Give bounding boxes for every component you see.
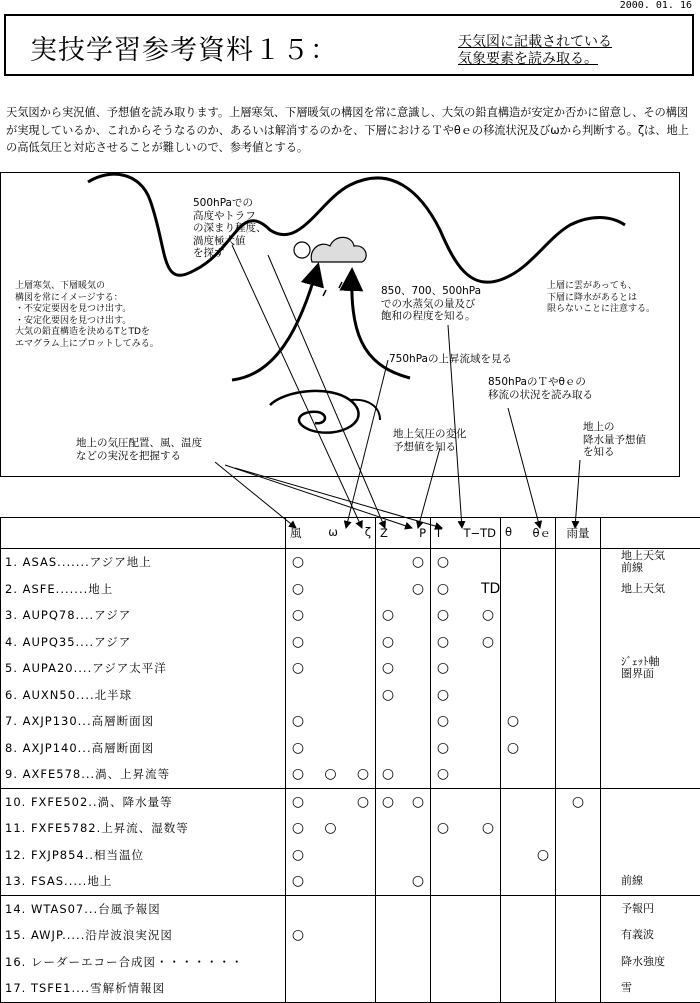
row-mark: ○ bbox=[436, 714, 450, 728]
row-mark: ○ bbox=[411, 555, 425, 569]
row-mark: ○ bbox=[291, 741, 305, 755]
row-chart-name: 15. AWJP.....沿岸波浪実況図 bbox=[1, 922, 286, 949]
header-omega: ω bbox=[328, 525, 338, 541]
row-note: 地上天気 前線 bbox=[601, 549, 700, 576]
row-mark: ○ bbox=[291, 848, 305, 862]
row-mark: ○ bbox=[356, 795, 370, 809]
header-precip: 雨量 bbox=[556, 518, 601, 549]
header-p: P bbox=[419, 526, 426, 540]
row-mark: ○ bbox=[291, 928, 305, 942]
row-mark: ○ bbox=[291, 661, 305, 675]
label-850-700-500: 850、700、500hPa での水蒸気の量及び 飽和の程度を知る。 bbox=[381, 285, 481, 323]
table-row bbox=[1, 761, 700, 788]
label-750hpa: 750hPaの上昇流域を見る bbox=[389, 353, 512, 366]
row-mark: ○ bbox=[381, 767, 395, 781]
row-chart-name: 12. FXJP854..相当温位 bbox=[1, 842, 286, 869]
table-row bbox=[1, 602, 700, 629]
row-chart-name: 8. AXJP140...高層断面図 bbox=[1, 735, 286, 762]
row-mark: ○ bbox=[291, 714, 305, 728]
row-chart-name: 10. FXFE502..渦、降水量等 bbox=[1, 788, 286, 815]
row-mark: ○ bbox=[436, 767, 450, 781]
row-chart-name: 17. TSFE1....雪解析情報図 bbox=[1, 975, 286, 1002]
row-note bbox=[601, 708, 700, 735]
row-mark: ○ bbox=[324, 767, 338, 781]
header-theta-e: θｅ bbox=[532, 525, 551, 541]
row-mark: ○ bbox=[324, 821, 338, 835]
intro-paragraph: 天気図から実況値、予想値を読み取ります。上層寒気、下層暖気の構図を常に意識し、大気の鉛直構造が安定か否かに留意し、その構図が実現しているか、これからそうなるのか、あるいは解消するのかを、下層におけるＴやθｅの移流状況及びωから判断する。ζは、地上の高低気圧と対応させることが難しいので、参考値とする。 bbox=[6, 104, 698, 157]
row-note bbox=[601, 682, 700, 709]
label-500hpa: 500hPaでの 高度やトラフ の深まり程度、 渦度極大値 を探す bbox=[193, 197, 267, 260]
header-z: Z bbox=[380, 526, 388, 540]
row-mark: ○ bbox=[481, 608, 495, 622]
row-mark: ○ bbox=[411, 582, 425, 596]
label-precip-forecast: 地上の 降水量予想値 を知る bbox=[583, 421, 646, 459]
row-note bbox=[601, 842, 700, 869]
table-row bbox=[1, 655, 700, 682]
table-row bbox=[1, 815, 700, 842]
table-row bbox=[1, 895, 700, 922]
row-mark: ○ bbox=[436, 741, 450, 755]
label-850hpa-t: 850hPaのＴやθｅの 移流の状況を読み取る bbox=[488, 376, 593, 401]
table-row bbox=[1, 682, 700, 709]
table-row bbox=[1, 868, 700, 895]
row-chart-name: 1. ASAS.......アジア地上 bbox=[1, 549, 286, 576]
row-mark: ○ bbox=[381, 608, 395, 622]
table-row bbox=[1, 629, 700, 656]
row-note: 予報円 bbox=[601, 895, 700, 922]
header-name-col bbox=[1, 518, 286, 549]
row-chart-name: 11. FXFE5782.上昇流、湿数等 bbox=[1, 815, 286, 842]
row-chart-name: 7. AXJP130...高層断面図 bbox=[1, 708, 286, 735]
row-mark: ○ bbox=[436, 582, 450, 596]
row-mark: ○ bbox=[291, 767, 305, 781]
row-mark: ○ bbox=[436, 635, 450, 649]
label-pressure-change: 地上気圧の変化 予想値を知る bbox=[393, 428, 467, 453]
header-theta: θ bbox=[505, 525, 512, 541]
row-chart-name: 16. レーダーエコー合成図・・・・・・・ bbox=[1, 949, 286, 976]
row-mark: ○ bbox=[291, 582, 305, 596]
row-mark: ○ bbox=[436, 661, 450, 675]
subtitle-line-1: 天気図に記載されている bbox=[458, 34, 612, 51]
table-row bbox=[1, 549, 700, 576]
label-surface-obs: 地上の気圧配置、風、温度 などの実況を把握する bbox=[76, 437, 202, 462]
table-row bbox=[1, 735, 700, 762]
row-mark: ○ bbox=[291, 635, 305, 649]
row-chart-name: 13. FSAS.....地上 bbox=[1, 868, 286, 895]
table-row bbox=[1, 922, 700, 949]
concept-diagram bbox=[0, 172, 680, 477]
row-mark: ○ bbox=[411, 874, 425, 888]
row-note: 有義波 bbox=[601, 922, 700, 949]
table-row bbox=[1, 788, 700, 815]
row-chart-name: 2. ASFE.......地上 bbox=[1, 576, 286, 603]
table-row bbox=[1, 576, 700, 603]
row-mark: ○ bbox=[356, 767, 370, 781]
row-mark: ○ bbox=[381, 661, 395, 675]
row-mark: ○ bbox=[436, 688, 450, 702]
table-row bbox=[1, 708, 700, 735]
title-box bbox=[4, 14, 694, 76]
row-chart-name: 5. AUPA20....アジア太平洋 bbox=[1, 655, 286, 682]
row-mark: ○ bbox=[436, 608, 450, 622]
row-note bbox=[601, 629, 700, 656]
row-mark: ○ bbox=[381, 795, 395, 809]
row-mark: ○ bbox=[291, 795, 305, 809]
row-mark: ○ bbox=[381, 635, 395, 649]
row-mark: ○ bbox=[481, 635, 495, 649]
row-note: ｼﾞｪｯﾄ軸 圏界面 bbox=[601, 655, 700, 682]
table-row bbox=[1, 975, 700, 1002]
header-t: T bbox=[435, 526, 442, 540]
row-mark: ○ bbox=[411, 795, 425, 809]
row-note bbox=[601, 815, 700, 842]
table-row bbox=[1, 842, 700, 869]
row-mark: ○ bbox=[291, 821, 305, 835]
row-mark: ○ bbox=[506, 741, 520, 755]
header-wind: 風 bbox=[290, 525, 302, 541]
subtitle-line-2: 気象要素を読み取る。 bbox=[458, 51, 612, 68]
row-note bbox=[601, 788, 700, 815]
page-title: 実技学習参考資料１５： bbox=[30, 28, 338, 67]
row-mark: ○ bbox=[571, 795, 585, 809]
table-row bbox=[1, 949, 700, 976]
row-mark: ○ bbox=[291, 608, 305, 622]
row-mark: ○ bbox=[481, 821, 495, 835]
row-note bbox=[601, 735, 700, 762]
row-chart-name: 4. AUPQ35....アジア bbox=[1, 629, 286, 656]
chart-table bbox=[0, 517, 700, 1003]
row-note bbox=[601, 761, 700, 788]
page-subtitle bbox=[458, 34, 612, 68]
header-note-col bbox=[601, 518, 700, 549]
row-note: 前線 bbox=[601, 868, 700, 895]
row-mark: TD bbox=[481, 582, 495, 596]
row-chart-name: 9. AXFE578...渦、上昇流等 bbox=[1, 761, 286, 788]
row-note bbox=[601, 602, 700, 629]
row-chart-name: 14. WTAS07...台風予報図 bbox=[1, 895, 286, 922]
row-chart-name: 6. AUXN50....北半球 bbox=[1, 682, 286, 709]
row-mark: ○ bbox=[436, 821, 450, 835]
row-note: 地上天気 bbox=[601, 576, 700, 603]
row-mark: ○ bbox=[436, 555, 450, 569]
row-mark: ○ bbox=[536, 848, 550, 862]
row-mark: ○ bbox=[291, 874, 305, 888]
header-ttd: T−TD bbox=[463, 526, 496, 540]
label-upper-cloud-note: 上層に雲があっても、 下層に降水があるとは 限らないことに注意する。 bbox=[547, 281, 655, 316]
row-chart-name: 3. AUPQ78....アジア bbox=[1, 602, 286, 629]
row-mark: ○ bbox=[291, 555, 305, 569]
row-note: 降水強度 bbox=[601, 949, 700, 976]
row-mark: ○ bbox=[506, 714, 520, 728]
table-header-row bbox=[1, 518, 700, 549]
row-note: 雪 bbox=[601, 975, 700, 1002]
row-mark: ○ bbox=[381, 688, 395, 702]
document-date: 2000. 01. 16 bbox=[620, 0, 692, 11]
header-zeta: ζ bbox=[365, 525, 371, 541]
label-upper-cold: 上層寒気、下層暖気の 構図を常にイメージする： ・不安定要因を見つけ出す。 ・安定化要因を見つけ出す。 大気の鉛直構造を決めるTとTDを エマグラム上にプロットしてみる。 bbox=[15, 281, 159, 350]
